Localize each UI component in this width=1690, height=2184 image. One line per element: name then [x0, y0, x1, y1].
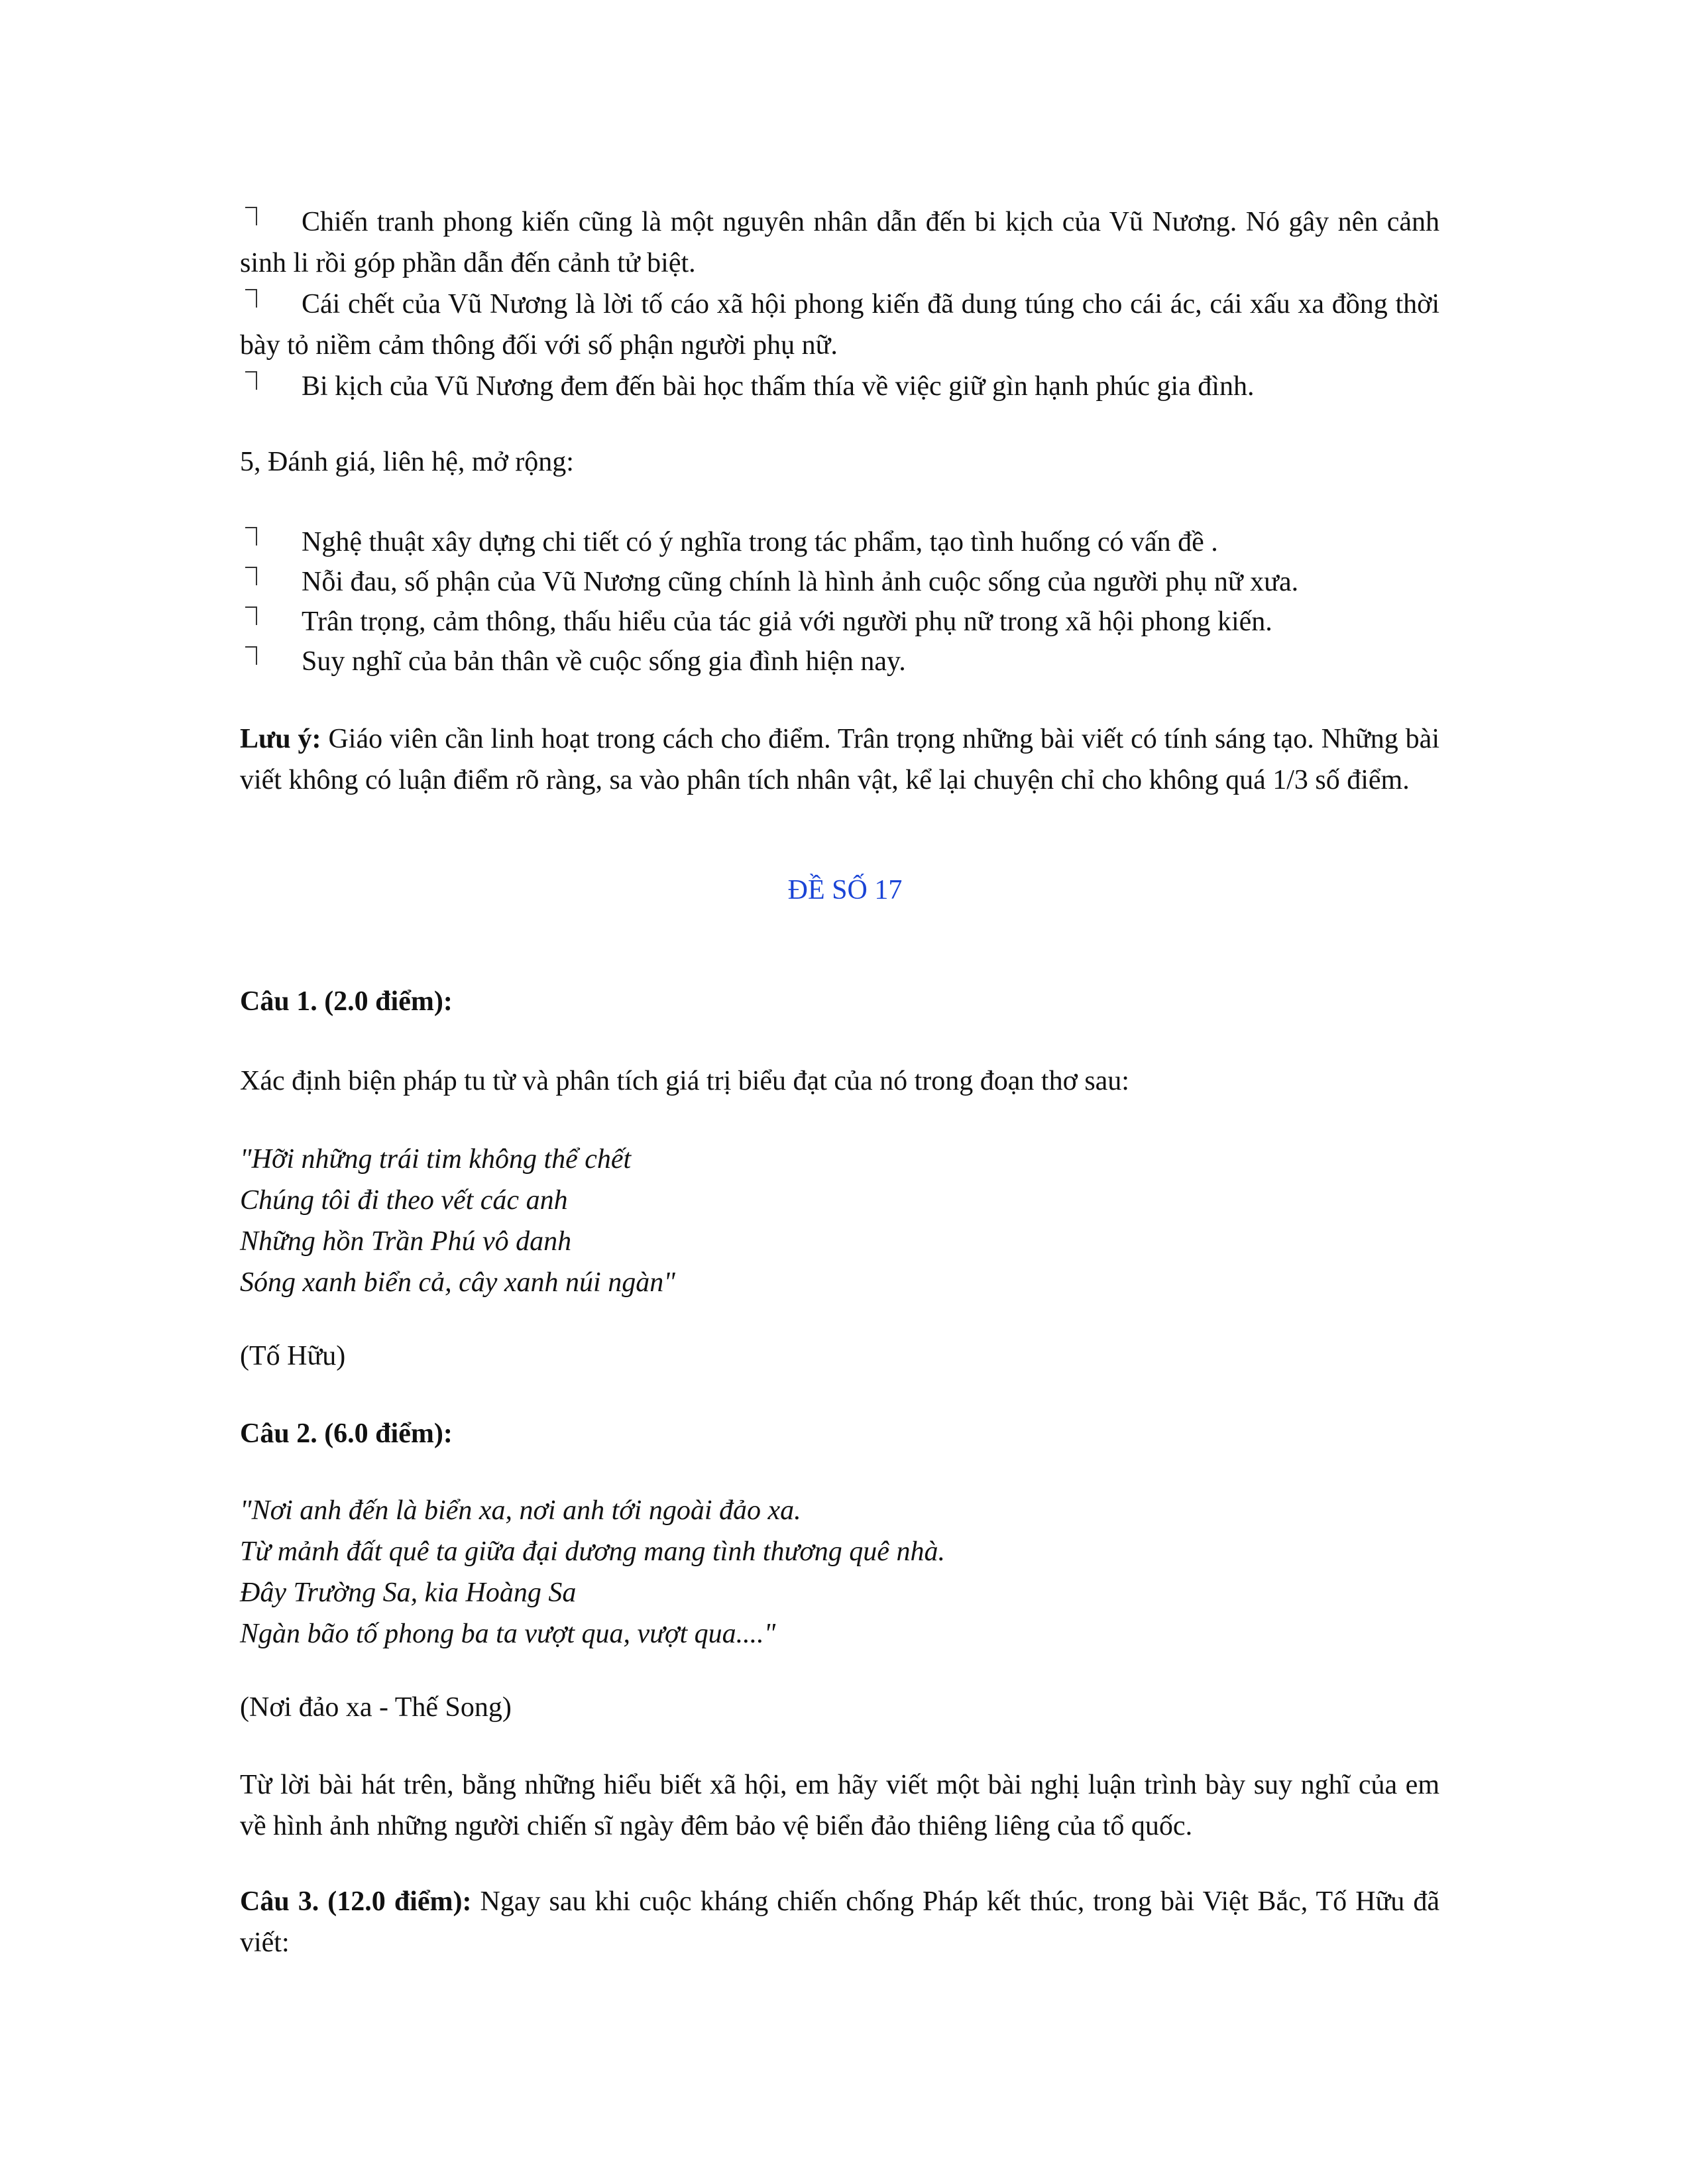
question-1-label: Câu 1. (2.0 điểm):	[240, 986, 453, 1017]
bullet-marker-icon	[240, 567, 260, 587]
list-item: Nghệ thuật xây dựng chi tiết có ý nghĩa trong tác phẩm, tạo tình huống có vấn đề .	[302, 527, 1218, 557]
poem-line: "Hỡi những trái tim không thể chết	[240, 1144, 632, 1175]
question-2-poem	[240, 1490, 1439, 1654]
list-item: Suy nghĩ của bản thân về cuộc sống gia đình hiện nay.	[302, 646, 906, 677]
note-paragraph	[240, 718, 1439, 801]
note-label: Lưu ý:	[240, 724, 321, 754]
bullet-marker-icon	[240, 606, 260, 626]
question-3-text: Ngay sau khi cuộc kháng chiến chống Pháp kết thúc, trong bài Việt Bắc, Tố Hữu đã viết:	[240, 1886, 1439, 1958]
poem-line: Sóng xanh biển cả, cây xanh núi ngàn"	[240, 1267, 675, 1298]
question-3-label: Câu 3. (12.0 điểm):	[240, 1886, 472, 1917]
poem-line: Chúng tôi đi theo vết các anh	[240, 1185, 568, 1216]
poem-line: Ngàn bão tố phong ba ta vượt qua, vượt qua...."	[240, 1619, 776, 1649]
question-1-prompt: Xác định biện pháp tu từ và phân tích giá trị biểu đạt của nó trong đoạn thơ sau:	[240, 1066, 1129, 1096]
list-item: Chiến tranh phong kiến cũng là một nguyên nhân dẫn đến bi kịch của Vũ Nương. Nó gây nên cảnh sinh li rồi góp phần dẫn đến cảnh tử biệt.	[240, 207, 1439, 278]
list-item: Trân trọng, cảm thông, thấu hiểu của tác giả với người phụ nữ trong xã hội phong kiến.	[302, 606, 1272, 637]
list-item: Nỗi đau, số phận của Vũ Nương cũng chính là hình ảnh cuộc sống của người phụ nữ xưa.	[302, 567, 1299, 597]
bullet-marker-icon	[240, 371, 260, 391]
list-item: Cái chết của Vũ Nương là lời tố cáo xã hội phong kiến đã dung túng cho cái ác, cái xấu xa đồng thời bày tỏ niềm cảm thông đối với số phận người phụ nữ.	[240, 289, 1439, 361]
bullet-marker-icon	[240, 646, 260, 666]
question-1-source: (Tố Hữu)	[240, 1341, 346, 1371]
note-text: Giáo viên cần linh hoạt trong cách cho điểm. Trân trọng những bài viết có tính sáng tạo. Những bài viết không có luận điểm rõ ràng, sa vào phân tích nhân vật, kể lại chuyện chỉ cho không quá 1/3 số điểm.	[240, 724, 1439, 795]
poem-line: Những hồn Trần Phú vô danh	[240, 1226, 572, 1257]
question-2-source: (Nơi đảo xa - Thế Song)	[240, 1692, 512, 1723]
list-item: Bi kịch của Vũ Nương đem đến bài học thấm thía về việc giữ gìn hạnh phúc gia đình.	[302, 371, 1255, 402]
poem-line: "Nơi anh đến là biển xa, nơi anh tới ngoài đảo xa.	[240, 1495, 801, 1526]
question-2-label: Câu 2. (6.0 điểm):	[240, 1418, 453, 1449]
poem-line: Đây Trường Sa, kia Hoàng Sa	[240, 1578, 577, 1608]
section-heading: 5, Đánh giá, liên hệ, mở rộng:	[240, 447, 574, 477]
question-1-poem	[240, 1139, 1439, 1303]
bullet-marker-icon	[240, 527, 260, 547]
poem-line: Từ mảnh đất quê ta giữa đại dương mang tình thương quê nhà.	[240, 1536, 945, 1567]
question-3-paragraph	[240, 1881, 1439, 1963]
question-2-prompt: Từ lời bài hát trên, bằng những hiểu biết xã hội, em hãy viết một bài nghị luận trình bày suy nghĩ của em về hình ảnh những người chiến sĩ ngày đêm bảo vệ biển đảo thiêng liêng của tổ quốc.	[240, 1770, 1439, 1841]
exam-title: ĐỀ SỐ 17	[787, 875, 903, 905]
